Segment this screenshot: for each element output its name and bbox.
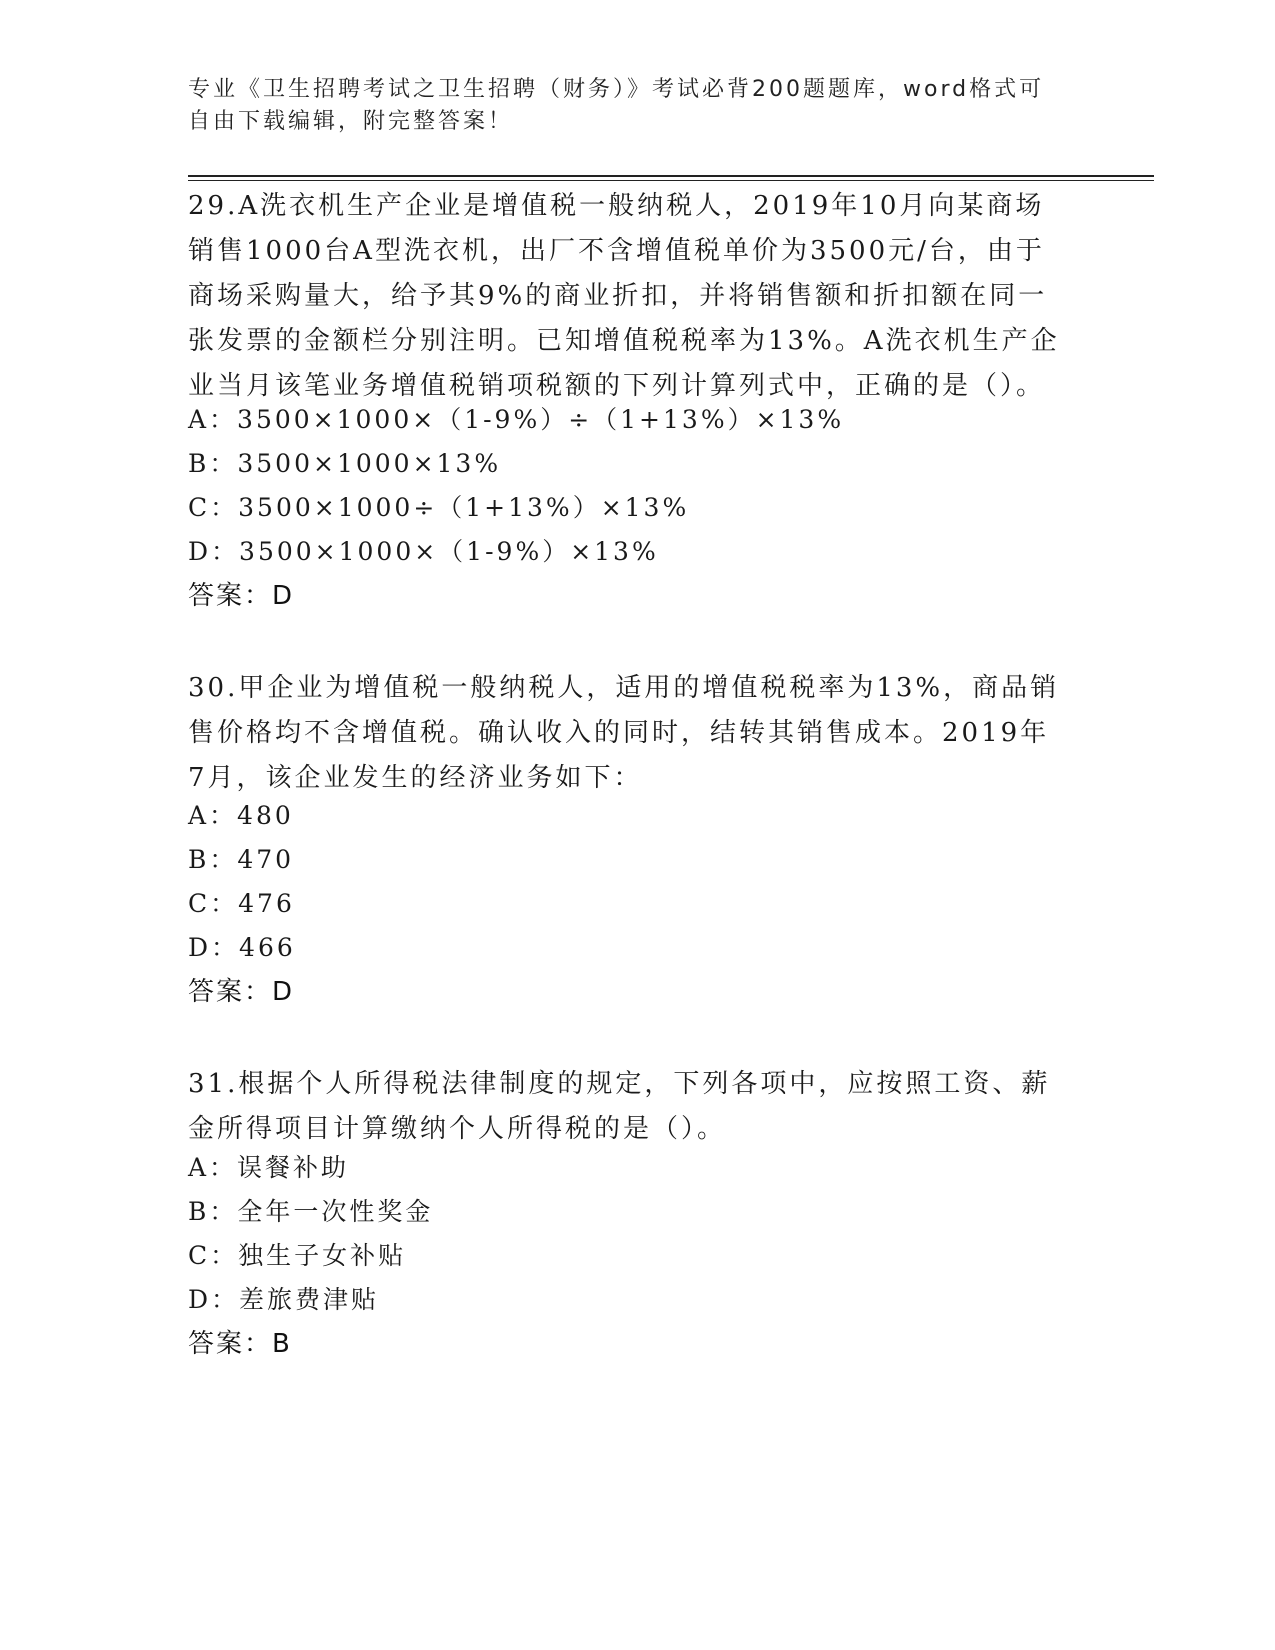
question-30-option-d: D：466 [188,933,296,962]
question-31-option-a: A：误餐补助 [188,1153,350,1182]
question-30-option-c: C：476 [188,889,295,918]
question-29-text: 29.A洗衣机生产企业是增值税一般纳税人，2019年10月向某商场销售1000台A型洗衣机，出厂不含增值税单价为3500元/台，由于商场采购量大，给予其9%的商业折扣，并将销售额和折扣额在同一张发票的金额栏分别注明。已知增值税税率为13%。A洗衣机生产企业当月该笔业务增值税销项税额的下列计算列式中，正确的是（）。 [188,191,1060,401]
question-31-option-b: B：全年一次性奖金 [188,1197,434,1226]
question-30-option-a: A：480 [188,801,294,830]
question-29-option-d: D：3500×1000×（1-9%）×13% [188,537,659,566]
header-divider-thick [188,175,1154,177]
question-31-text: 31.根据个人所得税法律制度的规定，下列各项中，应按照工资、薪金所得项目计算缴纳个人所得税的是（）。 [188,1069,1051,1144]
question-29-option-a: A：3500×1000×（1-9%）÷（1+13%）×13% [188,405,845,434]
question-29-option-b: B：3500×1000×13% [188,449,502,478]
question-31-option-c: C：独生子女补贴 [188,1241,407,1270]
question-31-answer: 答案：B [188,1329,292,1359]
question-30-option-b: B：470 [188,845,295,874]
question-30-answer: 答案：D [188,977,295,1007]
document-header: 专业《卫生招聘考试之卫生招聘（财务）》考试必背200题题库，word格式可自由下载编辑，附完整答案！ [188,77,1045,134]
question-31-option-d: D：差旅费津贴 [188,1285,380,1314]
question-29-option-c: C：3500×1000÷（1+13%）×13% [188,493,690,522]
header-divider-thin [188,180,1154,181]
question-29-answer: 答案：D [188,581,295,611]
question-30-text: 30.甲企业为增值税一般纳税人，适用的增值税税率为13%，商品销售价格均不含增值税。确认收入的同时，结转其销售成本。2019年7月，该企业发生的经济业务如下： [188,673,1060,793]
